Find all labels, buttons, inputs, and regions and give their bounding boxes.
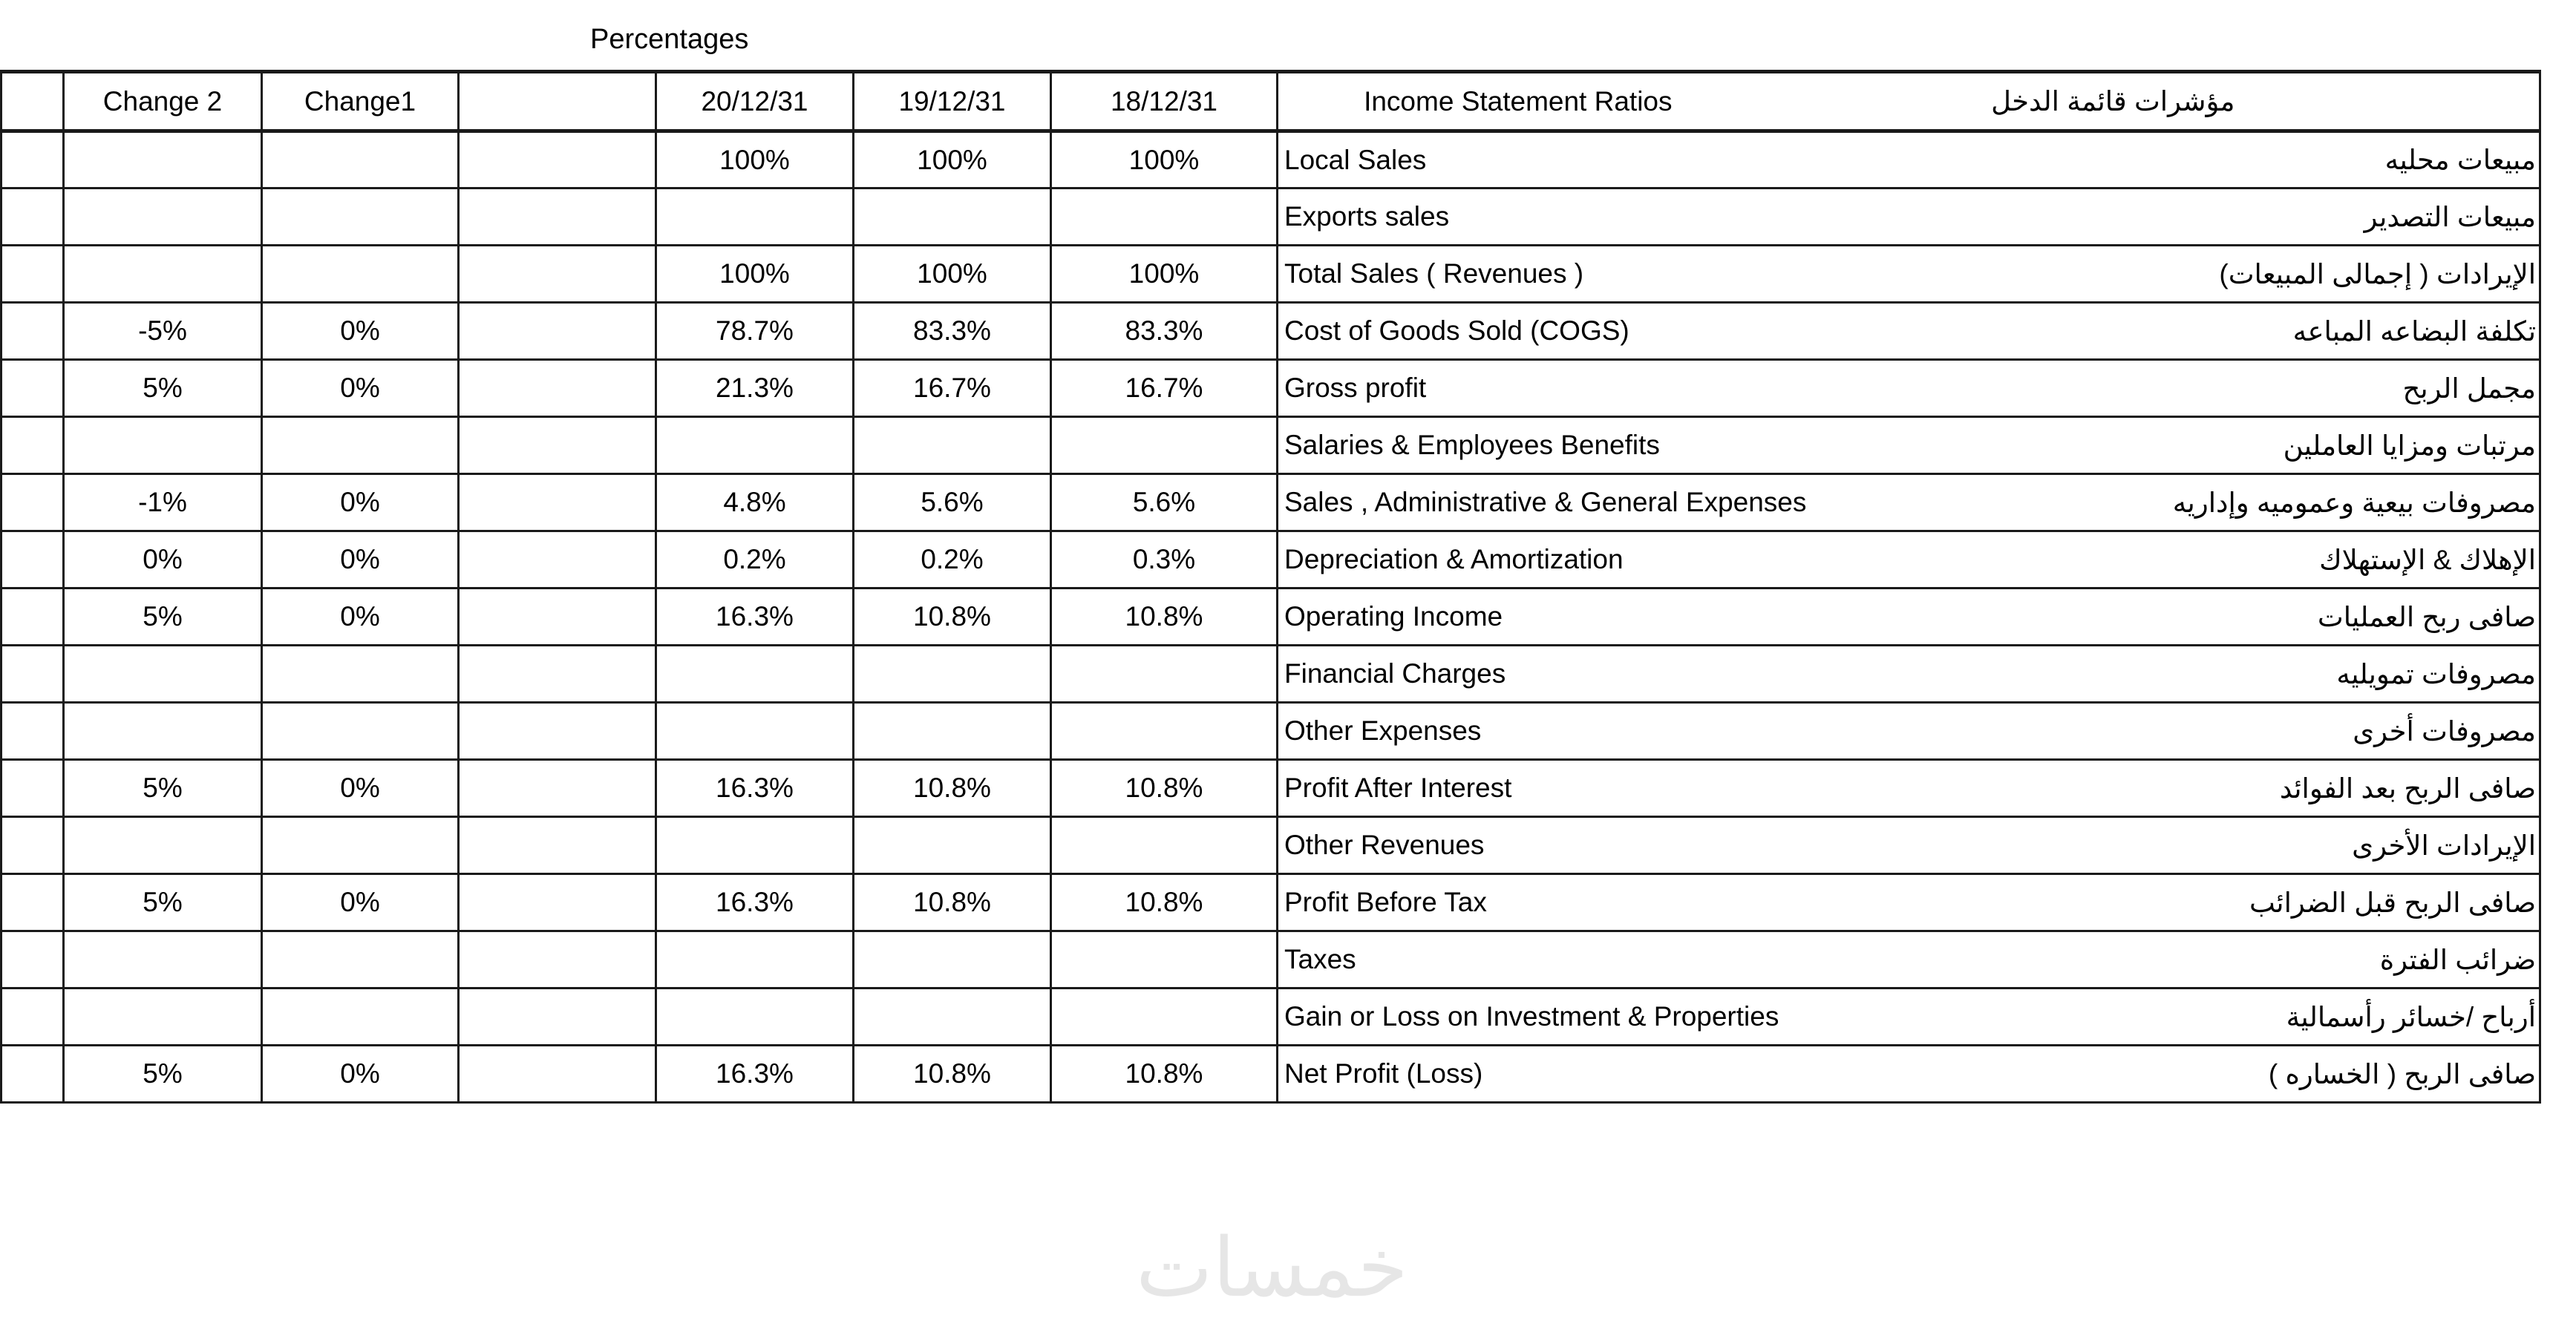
header-blank <box>459 72 656 131</box>
cell-change2 <box>64 931 262 988</box>
row-stub-cell <box>1 188 64 246</box>
cell-label-english: Other Revenues <box>1278 817 1687 874</box>
row-stub-cell <box>1 417 64 474</box>
cell-change2: 5% <box>64 1046 262 1103</box>
cell-year-2018: 100% <box>1051 131 1278 188</box>
cell-label-english: Net Profit (Loss) <box>1278 1046 1687 1103</box>
row-stub-cell <box>1 72 64 131</box>
cell-year-2020: 78.7% <box>656 303 854 360</box>
cell-year-2019: 10.8% <box>854 760 1051 817</box>
row-stub-cell <box>1 246 64 303</box>
cell-change1: 0% <box>262 1046 459 1103</box>
cell-change1 <box>262 988 459 1046</box>
cell-year-2019 <box>854 417 1051 474</box>
row-stub-cell <box>1 703 64 760</box>
cell-label-arabic: صافى الربح ( الخساره ) <box>1687 1046 2540 1103</box>
cell-change2 <box>64 646 262 703</box>
cell-label-arabic: مصروفات أخرى <box>1687 703 2540 760</box>
cell-year-2019 <box>854 817 1051 874</box>
cell-year-2019: 83.3% <box>854 303 1051 360</box>
cell-year-2019: 10.8% <box>854 588 1051 646</box>
header-title-english: Income Statement Ratios <box>1278 72 1687 131</box>
cell-year-2019: 16.7% <box>854 360 1051 417</box>
cell-year-2020: 16.3% <box>656 874 854 931</box>
cell-change2 <box>64 817 262 874</box>
cell-year-2020 <box>656 646 854 703</box>
cell-label-english: Operating Income <box>1278 588 1687 646</box>
table-row <box>1 874 2540 931</box>
cell-year-2019 <box>854 188 1051 246</box>
cell-year-2018 <box>1051 817 1278 874</box>
header-year-2019: 19/12/31 <box>854 72 1051 131</box>
cell-blank <box>459 646 656 703</box>
cell-change2: -5% <box>64 303 262 360</box>
table-row <box>1 703 2540 760</box>
cell-year-2019: 0.2% <box>854 531 1051 588</box>
cell-change2 <box>64 417 262 474</box>
header-year-2018: 18/12/31 <box>1051 72 1278 131</box>
table-row <box>1 588 2540 646</box>
cell-label-english: Local Sales <box>1278 131 1687 188</box>
cell-label-english: Profit After Interest <box>1278 760 1687 817</box>
table-row <box>1 188 2540 246</box>
cell-year-2020: 4.8% <box>656 474 854 531</box>
cell-year-2018 <box>1051 988 1278 1046</box>
table-row <box>1 131 2540 188</box>
cell-year-2020: 100% <box>656 131 854 188</box>
cell-label-english: Total Sales ( Revenues ) <box>1278 246 1687 303</box>
cell-label-arabic: الإيرادات ( إجمالى المبيعات) <box>1687 246 2540 303</box>
row-stub-cell <box>1 646 64 703</box>
header-change1: Change1 <box>262 72 459 131</box>
cell-change2: 5% <box>64 360 262 417</box>
cell-year-2018: 10.8% <box>1051 588 1278 646</box>
cell-year-2020 <box>656 188 854 246</box>
cell-label-arabic: مرتبات ومزايا العاملين <box>1687 417 2540 474</box>
cell-blank <box>459 474 656 531</box>
cell-change1: 0% <box>262 874 459 931</box>
cell-change2: 5% <box>64 760 262 817</box>
cell-label-arabic: صافى الربح بعد الفوائد <box>1687 760 2540 817</box>
cell-year-2019: 10.8% <box>854 874 1051 931</box>
cell-label-arabic: مبيعات محليه <box>1687 131 2540 188</box>
table-row <box>1 417 2540 474</box>
cell-blank <box>459 246 656 303</box>
cell-label-english: Exports sales <box>1278 188 1687 246</box>
cell-change1: 0% <box>262 474 459 531</box>
cell-blank <box>459 760 656 817</box>
cell-change1 <box>262 646 459 703</box>
cell-change2: 5% <box>64 588 262 646</box>
cell-label-arabic: تكلفة البضاعه المباعه <box>1687 303 2540 360</box>
cell-year-2019: 5.6% <box>854 474 1051 531</box>
cell-year-2018: 5.6% <box>1051 474 1278 531</box>
cell-change1 <box>262 931 459 988</box>
header-year-2020: 20/12/31 <box>656 72 854 131</box>
cell-year-2020: 16.3% <box>656 760 854 817</box>
cell-year-2019 <box>854 988 1051 1046</box>
watermark-text: خمسات <box>1136 1220 1408 1315</box>
table-row <box>1 531 2540 588</box>
cell-year-2019: 100% <box>854 246 1051 303</box>
cell-label-arabic: صافى ربح العمليات <box>1687 588 2540 646</box>
cell-change1: 0% <box>262 588 459 646</box>
cell-label-english: Depreciation & Amortization <box>1278 531 1687 588</box>
cell-year-2020 <box>656 931 854 988</box>
table-row <box>1 817 2540 874</box>
cell-year-2018 <box>1051 703 1278 760</box>
row-stub-cell <box>1 988 64 1046</box>
cell-change1: 0% <box>262 760 459 817</box>
table-caption: Percentages <box>590 24 749 55</box>
cell-year-2019 <box>854 703 1051 760</box>
header-row <box>1 72 2540 131</box>
cell-year-2020 <box>656 817 854 874</box>
cell-year-2018 <box>1051 931 1278 988</box>
cell-blank <box>459 874 656 931</box>
cell-blank <box>459 703 656 760</box>
table-row <box>1 303 2540 360</box>
row-stub-cell <box>1 588 64 646</box>
cell-label-english: Profit Before Tax <box>1278 874 1687 931</box>
cell-year-2018: 10.8% <box>1051 874 1278 931</box>
cell-change1: 0% <box>262 531 459 588</box>
table-row <box>1 246 2540 303</box>
cell-year-2018 <box>1051 646 1278 703</box>
cell-change1: 0% <box>262 360 459 417</box>
cell-blank <box>459 531 656 588</box>
cell-label-english: Other Expenses <box>1278 703 1687 760</box>
income-statement-ratios-table <box>0 70 2541 1104</box>
cell-blank <box>459 188 656 246</box>
cell-change2: 5% <box>64 874 262 931</box>
cell-blank <box>459 417 656 474</box>
cell-year-2018 <box>1051 188 1278 246</box>
table-row <box>1 931 2540 988</box>
cell-year-2020 <box>656 703 854 760</box>
cell-year-2020: 16.3% <box>656 1046 854 1103</box>
cell-change2 <box>64 703 262 760</box>
cell-change1 <box>262 246 459 303</box>
watermark-logo <box>1136 1220 1408 1315</box>
table-row <box>1 360 2540 417</box>
cell-label-english: Salaries & Employees Benefits <box>1278 417 1687 474</box>
cell-year-2018 <box>1051 417 1278 474</box>
cell-blank <box>459 817 656 874</box>
cell-year-2020: 100% <box>656 246 854 303</box>
cell-change2 <box>64 188 262 246</box>
table-row <box>1 760 2540 817</box>
cell-year-2020: 16.3% <box>656 588 854 646</box>
cell-label-arabic: مجمل الربح <box>1687 360 2540 417</box>
cell-year-2018: 10.8% <box>1051 1046 1278 1103</box>
row-stub-cell <box>1 1046 64 1103</box>
cell-label-english: Financial Charges <box>1278 646 1687 703</box>
cell-label-arabic: ضرائب الفترة <box>1687 931 2540 988</box>
header-change2: Change 2 <box>64 72 262 131</box>
cell-label-arabic: الإهلاك & الإستهلاك <box>1687 531 2540 588</box>
cell-year-2018: 10.8% <box>1051 760 1278 817</box>
cell-year-2019 <box>854 646 1051 703</box>
row-stub-cell <box>1 474 64 531</box>
cell-change1: 0% <box>262 303 459 360</box>
cell-label-arabic: مصروفات بيعية وعموميه وإداريه <box>1687 474 2540 531</box>
row-stub-cell <box>1 931 64 988</box>
cell-year-2019: 10.8% <box>854 1046 1051 1103</box>
cell-change2 <box>64 988 262 1046</box>
row-stub-cell <box>1 131 64 188</box>
row-stub-cell <box>1 760 64 817</box>
cell-blank <box>459 1046 656 1103</box>
cell-blank <box>459 931 656 988</box>
cell-label-arabic: مبيعات التصدير <box>1687 188 2540 246</box>
cell-label-english: Gain or Loss on Investment & Properties <box>1278 988 1687 1046</box>
table-row <box>1 1046 2540 1103</box>
cell-label-english: Gross profit <box>1278 360 1687 417</box>
cell-change2: 0% <box>64 531 262 588</box>
cell-year-2018: 0.3% <box>1051 531 1278 588</box>
cell-label-english: Taxes <box>1278 931 1687 988</box>
table-row <box>1 646 2540 703</box>
cell-year-2020: 21.3% <box>656 360 854 417</box>
cell-year-2020: 0.2% <box>656 531 854 588</box>
cell-label-arabic: مصروفات تمويليه <box>1687 646 2540 703</box>
row-stub-cell <box>1 874 64 931</box>
cell-change1 <box>262 188 459 246</box>
cell-change1 <box>262 417 459 474</box>
cell-year-2018: 100% <box>1051 246 1278 303</box>
cell-change2: -1% <box>64 474 262 531</box>
row-stub-cell <box>1 303 64 360</box>
cell-year-2019: 100% <box>854 131 1051 188</box>
cell-blank <box>459 360 656 417</box>
cell-label-arabic: أرباح /خسائر رأسمالية <box>1687 988 2540 1046</box>
cell-year-2019 <box>854 931 1051 988</box>
cell-change1 <box>262 817 459 874</box>
row-stub-cell <box>1 360 64 417</box>
table-row <box>1 474 2540 531</box>
cell-label-arabic: صافى الربح قبل الضرائب <box>1687 874 2540 931</box>
cell-year-2018: 16.7% <box>1051 360 1278 417</box>
row-stub-cell <box>1 531 64 588</box>
cell-year-2020 <box>656 988 854 1046</box>
cell-year-2018: 83.3% <box>1051 303 1278 360</box>
table-row <box>1 988 2540 1046</box>
cell-blank <box>459 303 656 360</box>
cell-change1 <box>262 131 459 188</box>
header-title-arabic: مؤشرات قائمة الدخل <box>1687 72 2540 131</box>
cell-change1 <box>262 703 459 760</box>
row-stub-cell <box>1 817 64 874</box>
cell-label-english: Cost of Goods Sold (COGS) <box>1278 303 1687 360</box>
cell-change2 <box>64 246 262 303</box>
cell-label-arabic: الإيرادات الأخرى <box>1687 817 2540 874</box>
cell-label-english: Sales , Administrative & General Expenses <box>1278 474 1687 531</box>
cell-blank <box>459 131 656 188</box>
cell-blank <box>459 588 656 646</box>
cell-change2 <box>64 131 262 188</box>
cell-blank <box>459 988 656 1046</box>
cell-year-2020 <box>656 417 854 474</box>
